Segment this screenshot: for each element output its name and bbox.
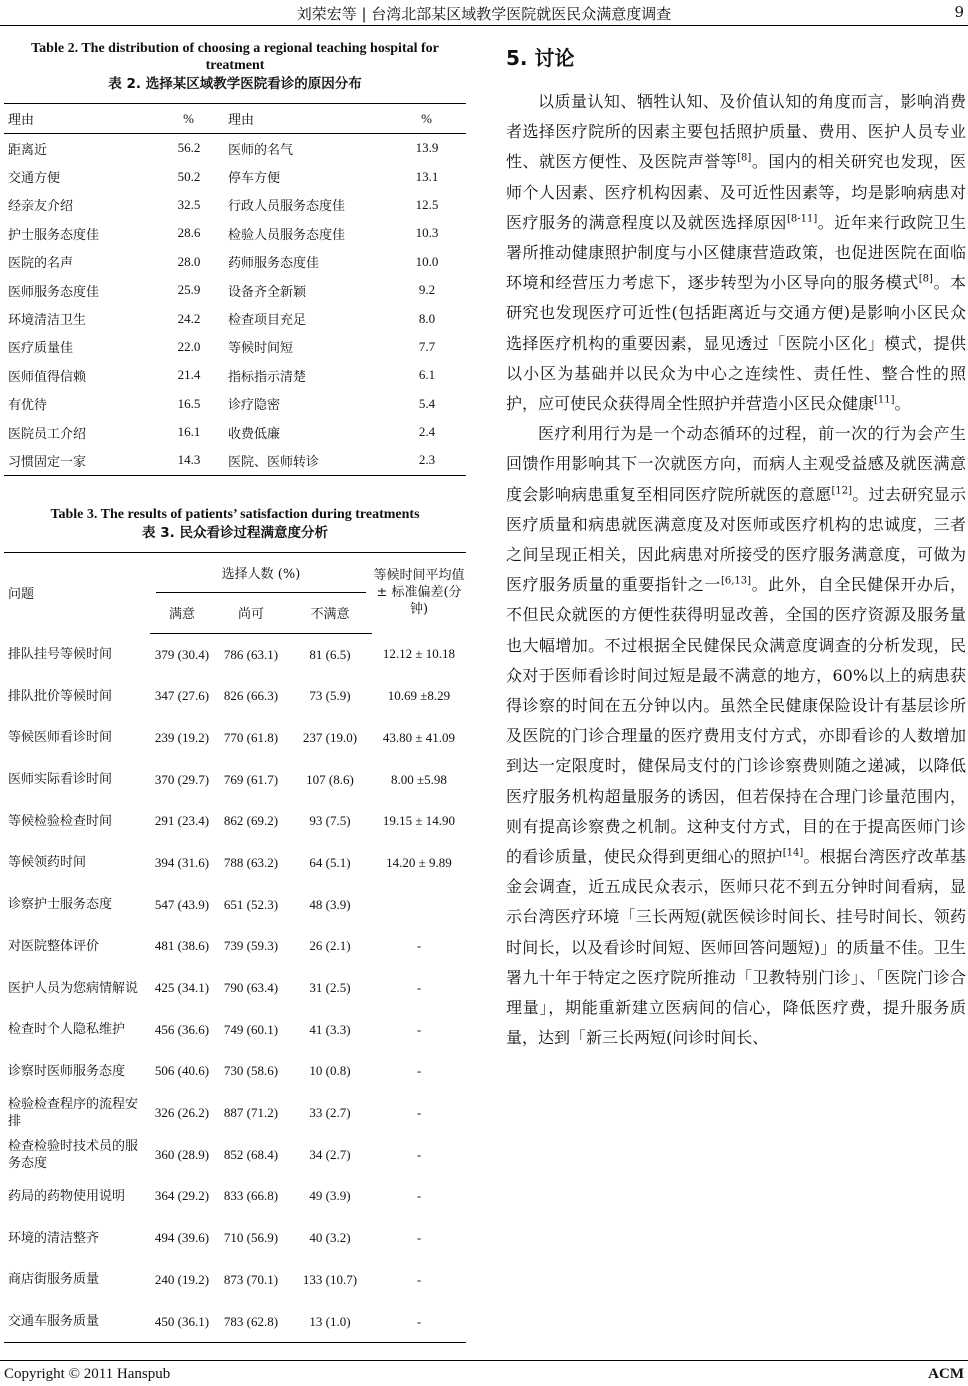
unsatisfied-cell: 10 (0.8)	[309, 1063, 351, 1079]
unsatisfied-cell: 33 (2.7)	[309, 1105, 351, 1121]
ok-cell: 786 (63.1)	[223, 646, 279, 662]
percent-cell: 14.3	[177, 452, 201, 468]
table-row	[4, 276, 466, 304]
table2-header-row	[4, 104, 466, 134]
percent-cell: 24.2	[177, 310, 201, 326]
table2-header-reason-2: 理由	[224, 104, 388, 134]
table-row	[4, 842, 466, 884]
question-cell: 检验检查程序的流程安排	[8, 1097, 139, 1130]
percent-cell: 10.0	[415, 253, 439, 269]
satisfied-cell: 347 (27.6)	[154, 688, 210, 704]
satisfied-cell: 326 (26.2)	[154, 1105, 210, 1121]
table3-caption	[4, 506, 466, 542]
unsatisfied-cell: 40 (3.2)	[309, 1230, 351, 1246]
table-row	[4, 884, 466, 926]
table3-caption-en: Table 3. The results of patients’ satisfaction during treatments	[50, 506, 420, 522]
percent-cell: 10.3	[415, 225, 439, 241]
satisfied-cell: 494 (39.6)	[154, 1230, 210, 1246]
reason-cell: 检查项目充足	[228, 313, 307, 329]
wait-time-cell: -	[416, 938, 422, 954]
satisfied-cell: 291 (23.4)	[154, 813, 210, 829]
unsatisfied-cell: 93 (7.5)	[309, 813, 351, 829]
table-row	[4, 134, 466, 163]
reason-cell: 指标指示清楚	[228, 369, 307, 385]
table-row	[4, 759, 466, 801]
text-run: 。此外，自全民健保开办后，不但民众就医的方便性获得明显改善，全国的医疗资源及服务量也大幅增加。不过根据全民健保民众满意度调查的分析发现，民众对于医师看诊时间过短是最不满意的地方，60%以上的病患获得诊察的时间在五分钟以内。虽然全民健康保险设计有基层诊所及医院的门诊合理量的医疗费用支付方式，亦即看诊的人数增加到达一定限度时，健保局支付的门诊诊察费则随之递减，以降低医疗服务机构超量服务的诱因，但若保持在合理门诊量范围内，则有提高诊察费之机制。这种支付方式，目的在于提高医师门诊的看诊质量，使民众得到更细心的照护	[506, 575, 966, 867]
table-row	[4, 717, 466, 759]
unsatisfied-cell: 31 (2.5)	[309, 980, 351, 996]
citation-ref: [8-11]	[786, 213, 818, 225]
table-row	[4, 1051, 466, 1093]
text-run: 。过去研究显示医疗质量和病患就医满意度及对医师或医疗机构的忠诚度，三者之间呈现正相关，因此病患对所接受的医疗服务满意度，可做为医疗服务质量的重要指针之一	[506, 484, 966, 595]
percent-cell: 13.1	[415, 168, 439, 184]
wait-time-cell	[372, 884, 466, 926]
percent-cell: 9.2	[418, 282, 436, 298]
table2-header-percent-1: %	[154, 104, 224, 134]
reason-cell: 医院员工介绍	[8, 426, 87, 442]
wait-time-cell: -	[416, 1146, 422, 1162]
percent-cell: 6.1	[418, 367, 436, 383]
unsatisfied-cell: 107 (8.6)	[306, 771, 354, 787]
percent-cell: 50.2	[177, 168, 201, 184]
unsatisfied-cell: 41 (3.3)	[309, 1021, 351, 1037]
ok-cell: 710 (56.9)	[223, 1230, 279, 1246]
ok-cell: 833 (66.8)	[223, 1188, 279, 1204]
table3	[4, 552, 466, 1344]
question-cell: 诊察护士服务态度	[8, 897, 113, 913]
wait-time-cell: -	[416, 1188, 422, 1204]
table-row	[4, 304, 466, 332]
reason-cell: 距离近	[8, 142, 48, 158]
table3-header-question: 问题	[8, 587, 35, 603]
reason-cell: 行政人员服务态度佳	[228, 199, 346, 215]
satisfied-cell: 394 (31.6)	[154, 854, 210, 870]
satisfied-cell: 456 (36.6)	[154, 1021, 210, 1037]
percent-cell: 7.7	[418, 338, 436, 354]
question-cell: 对医院整体评价	[8, 938, 100, 954]
running-header	[0, 0, 968, 26]
table-row	[4, 1259, 466, 1301]
ok-cell: 739 (59.3)	[223, 938, 279, 954]
page-footer	[0, 1360, 968, 1386]
question-cell: 诊察时医师服务态度	[8, 1063, 126, 1079]
table2-caption-zh: 表 2. 选择某区域教学医院看诊的原因分布	[108, 76, 362, 92]
percent-cell: 16.1	[177, 424, 201, 440]
wait-time-cell: 43.80 ± 41.09	[382, 729, 456, 745]
citation-ref: [8]	[737, 153, 752, 165]
reason-cell: 经亲友介绍	[8, 199, 74, 215]
table-row	[4, 1134, 466, 1176]
citation-ref: [12]	[831, 485, 853, 497]
reason-cell: 医师的名气	[228, 142, 294, 158]
percent-cell: 22.0	[177, 338, 201, 354]
ok-cell: 852 (68.4)	[223, 1146, 279, 1162]
satisfied-cell: 481 (38.6)	[154, 938, 210, 954]
ok-cell: 783 (62.8)	[223, 1313, 279, 1329]
wait-time-cell: -	[416, 1105, 422, 1121]
unsatisfied-cell: 133 (10.7)	[302, 1271, 358, 1287]
discussion-paragraph-2	[506, 419, 966, 1053]
percent-cell: 2.3	[418, 452, 436, 468]
wait-time-cell: -	[416, 1271, 422, 1287]
table2-header-percent-2: %	[388, 104, 466, 134]
table2-caption-en: Table 2. The distribution of choosing a regional teaching hospital for treatment	[31, 41, 439, 73]
question-cell: 检查时个人隐私维护	[8, 1022, 126, 1038]
wait-time-cell: 10.69 ±8.29	[387, 688, 451, 704]
right-column	[506, 40, 966, 1054]
table2-caption	[4, 40, 466, 93]
satisfied-cell: 239 (19.2)	[154, 729, 210, 745]
question-cell: 排队批价等候时间	[8, 688, 113, 704]
citation-ref: [11]	[874, 394, 895, 406]
table2	[4, 103, 466, 476]
percent-cell: 32.5	[177, 196, 201, 212]
percent-cell: 21.4	[177, 367, 201, 383]
table-row	[4, 333, 466, 361]
reason-cell: 设备齐全新颖	[228, 284, 307, 300]
table3-header-satisfied: 满意	[150, 593, 214, 634]
citation-ref: [6,13]	[720, 575, 752, 587]
ok-cell: 826 (66.3)	[223, 688, 279, 704]
reason-cell: 交通方便	[8, 171, 61, 187]
reason-cell: 医院、医师转诊	[228, 454, 320, 470]
unsatisfied-cell: 34 (2.7)	[309, 1146, 351, 1162]
ok-cell: 790 (63.4)	[223, 980, 279, 996]
reason-cell: 护士服务态度佳	[8, 227, 100, 243]
table3-header-wait: 等候时间平均值 ± 标准偏差(分钟)	[373, 568, 465, 618]
table3-header-row-1	[4, 552, 466, 593]
table-row	[4, 1176, 466, 1218]
question-cell: 药局的药物使用说明	[8, 1188, 126, 1204]
text-run: 以质量认知、牺牲认知、及价值认知的角度而言，影响消费者选择医疗院所的因素主要包括照护质量、费用、医护人员专业性、就医方便性、及医院声誉等	[506, 92, 966, 172]
table2-header-reason-1: 理由	[4, 104, 154, 134]
unsatisfied-cell: 13 (1.0)	[309, 1313, 351, 1329]
question-cell: 医护人员为您病情解说	[8, 980, 139, 996]
reason-cell: 医师服务态度佳	[8, 284, 100, 300]
ok-cell: 862 (69.2)	[223, 813, 279, 829]
page-number: 9	[954, 3, 964, 21]
citation-ref: [8]	[918, 273, 933, 285]
table-row	[4, 967, 466, 1009]
wait-time-cell: -	[416, 1021, 422, 1037]
table-row	[4, 1009, 466, 1051]
wait-time-cell: -	[416, 1313, 422, 1329]
copyright-text: Copyright © 2011 Hanspub	[4, 1366, 171, 1382]
wait-time-cell: -	[416, 1230, 422, 1246]
table-row	[4, 248, 466, 276]
satisfied-cell: 547 (43.9)	[154, 896, 210, 912]
reason-cell: 习惯固定一家	[8, 454, 87, 470]
ok-cell: 770 (61.8)	[223, 729, 279, 745]
table3-header-unsatisfied: 不满意	[288, 593, 372, 634]
reason-cell: 停车方便	[228, 171, 281, 187]
table-row	[4, 633, 466, 675]
percent-cell: 56.2	[177, 140, 201, 156]
ok-cell: 788 (63.2)	[223, 854, 279, 870]
question-cell: 环境的清洁整齐	[8, 1230, 100, 1246]
text-run: 。本研究也发现医疗可近性(包括距离近与交通方便)是影响小区民众选择医疗机构的重要因素，显见透过「医院小区化」模式，提供以小区为基础并以民众为中心之连续性、责任性、整合性的照护，应可使民众获得周全性照护并营造小区民众健康	[506, 273, 966, 414]
ok-cell: 873 (70.1)	[223, 1271, 279, 1287]
text-run: 。	[894, 394, 911, 414]
table-row	[4, 418, 466, 446]
unsatisfied-cell: 73 (5.9)	[309, 688, 351, 704]
text-run: 医疗利用行为是一个动态循环的过程，前一次的行为会产生回馈作用影响其下一次就医方向，而病人主观受益感及就医满意度会影响病患重复至相同医疗院所就医的意愿	[506, 424, 966, 504]
satisfied-cell: 450 (36.1)	[154, 1313, 210, 1329]
reason-cell: 医疗质量佳	[8, 341, 74, 357]
reason-cell: 收费低廉	[228, 426, 281, 442]
table-row	[4, 191, 466, 219]
ok-cell: 730 (58.6)	[223, 1063, 279, 1079]
wait-time-cell: 8.00 ±5.98	[391, 771, 447, 787]
unsatisfied-cell: 237 (19.0)	[302, 729, 358, 745]
percent-cell: 12.5	[415, 196, 439, 212]
table-row	[4, 1217, 466, 1259]
percent-cell: 16.5	[177, 395, 201, 411]
percent-cell: 25.9	[177, 282, 201, 298]
satisfied-cell: 240 (19.2)	[154, 1271, 210, 1287]
reason-cell: 医院的名声	[8, 256, 74, 272]
ok-cell: 651 (52.3)	[223, 896, 279, 912]
unsatisfied-cell: 49 (3.9)	[309, 1188, 351, 1204]
wait-time-cell: -	[416, 1063, 422, 1079]
text-run: 。近年来行政院卫生署所推动健康照护制度与小区健康营造政策，也促进医院在面临环境和经营压力考虑下，逐步转型为小区导向的服务模式	[506, 212, 966, 293]
question-cell: 等候领药时间	[8, 855, 87, 871]
left-column	[4, 40, 466, 1343]
satisfied-cell: 379 (30.4)	[154, 646, 210, 662]
question-cell: 排队挂号等候时间	[8, 646, 113, 662]
question-cell: 等候医师看诊时间	[8, 730, 113, 746]
table3-header-selected: 选择人数 (%)	[150, 552, 372, 593]
citation-ref: [14]	[782, 847, 804, 859]
unsatisfied-cell: 64 (5.1)	[309, 854, 351, 870]
unsatisfied-cell: 48 (3.9)	[309, 896, 351, 912]
table-row	[4, 1092, 466, 1134]
reason-cell: 检验人员服务态度佳	[228, 227, 346, 243]
ok-cell: 769 (61.7)	[223, 771, 279, 787]
reason-cell: 环境清洁卫生	[8, 313, 87, 329]
question-cell: 医师实际看诊时间	[8, 772, 113, 788]
satisfied-cell: 370 (29.7)	[154, 771, 210, 787]
table3-caption-zh: 表 3. 民众看诊过程满意度分析	[142, 524, 328, 541]
question-cell: 检查检验时技术员的服务态度	[8, 1138, 139, 1171]
table3-header-ok: 尚可	[214, 593, 288, 634]
reason-cell: 医师值得信赖	[8, 369, 87, 385]
satisfied-cell: 360 (28.9)	[154, 1146, 210, 1162]
satisfied-cell: 425 (34.1)	[154, 980, 210, 996]
question-cell: 商店街服务质量	[8, 1272, 100, 1288]
percent-cell: 28.0	[177, 253, 201, 269]
wait-time-cell: -	[416, 980, 422, 996]
question-cell: 交通车服务质量	[8, 1314, 100, 1330]
journal-name: ACM	[928, 1366, 964, 1382]
reason-cell: 诊疗隐密	[228, 398, 281, 414]
percent-cell: 8.0	[418, 310, 436, 326]
satisfied-cell: 364 (29.2)	[154, 1188, 210, 1204]
wait-time-cell: 19.15 ± 14.90	[382, 813, 456, 829]
reason-cell: 有优待	[8, 398, 48, 414]
running-title: 刘荣宏等 | 台湾北部某区域教学医院就医民众满意度调查	[296, 5, 672, 23]
section-title-discussion: 5. 讨论	[506, 46, 575, 70]
reason-cell: 等候时间短	[228, 341, 294, 357]
text-run: 。根据台湾医疗改革基金会调查，近五成民众表示，医师只花不到五分钟时间看病，显示台湾医疗环境「三长两短(就医候诊时间长、挂号时间长、领药时间长，以及看诊时间短、医师回答问题短)」的质量不佳。卫生署九十年于特定之医疗院所推动「卫教特别门诊」、「医院门诊合理量」，期能重新建立医病间的信心，降低医疗费，提升服务质量，达到「新三长两短(问诊时间长、	[506, 847, 966, 1048]
ok-cell: 749 (60.1)	[223, 1021, 279, 1037]
table-row	[4, 361, 466, 389]
table-row	[4, 675, 466, 717]
table-row	[4, 219, 466, 247]
wait-time-cell: 12.12 ± 10.18	[382, 646, 456, 662]
ok-cell: 887 (71.2)	[223, 1105, 279, 1121]
question-cell: 等候检验检查时间	[8, 813, 113, 829]
table-row	[4, 1301, 466, 1343]
table-row	[4, 162, 466, 190]
table-row	[4, 390, 466, 418]
table-row	[4, 446, 466, 475]
table-row	[4, 926, 466, 968]
reason-cell: 药师服务态度佳	[228, 256, 320, 272]
percent-cell: 28.6	[177, 225, 201, 241]
text-run: 。国内的相关研究也发现，医师个人因素、医疗机构因素、及可近性因素等，均是影响病患对医疗服务的满意程度以及就医选择原因	[506, 152, 966, 232]
percent-cell: 13.9	[415, 140, 439, 156]
percent-cell: 5.4	[418, 395, 436, 411]
unsatisfied-cell: 81 (6.5)	[309, 646, 351, 662]
satisfied-cell: 506 (40.6)	[154, 1063, 210, 1079]
unsatisfied-cell: 26 (2.1)	[309, 938, 351, 954]
wait-time-cell: 14.20 ± 9.89	[386, 854, 452, 870]
table-row	[4, 800, 466, 842]
discussion-paragraph-1	[506, 87, 966, 419]
percent-cell: 2.4	[418, 424, 436, 440]
